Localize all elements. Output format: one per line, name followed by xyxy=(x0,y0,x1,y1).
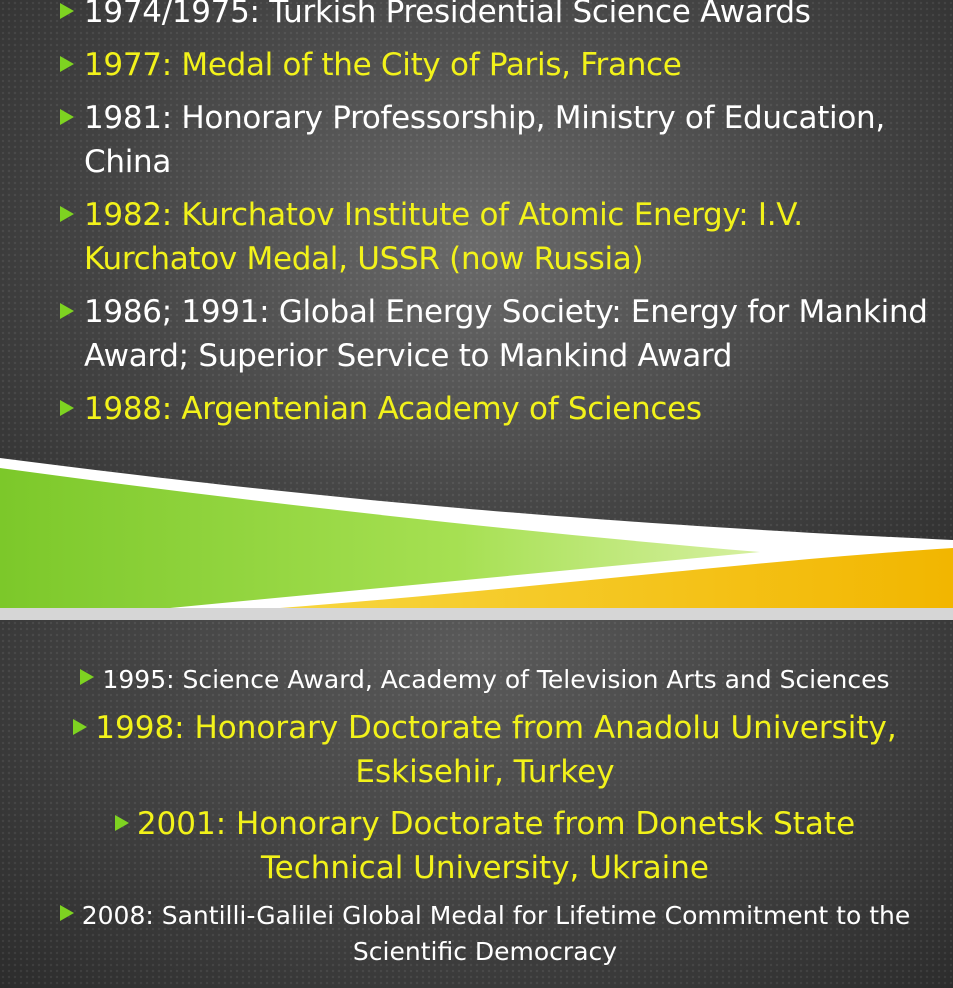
award-text: 1986; 1991: Global Energy Society: Energy for Mankind Award; Superior Service to Mankind Award xyxy=(84,294,928,374)
award-item xyxy=(60,0,940,34)
award-item xyxy=(60,387,940,431)
award-text: 1981: Honorary Professorship, Ministry of Education, China xyxy=(84,100,885,180)
triangle-bullet-icon xyxy=(73,719,87,735)
slide-divider xyxy=(0,608,953,620)
award-text: 2001: Honorary Doctorate from Donetsk State Technical University, Ukraine xyxy=(136,806,856,886)
award-item xyxy=(60,96,940,184)
award-item xyxy=(60,193,940,281)
triangle-bullet-icon xyxy=(80,669,94,685)
award-item xyxy=(40,706,930,794)
awards-list-2 xyxy=(40,662,930,978)
triangle-bullet-icon xyxy=(60,400,74,416)
award-text: 2008: Santilli-Galilei Global Medal for Lifetime Commitment to the Scientific Democracy xyxy=(81,901,911,966)
award-item xyxy=(40,802,930,890)
award-item xyxy=(60,290,940,378)
award-text: 1998: Honorary Doctorate from Anadolu University, Eskisehir, Turkey xyxy=(95,710,897,790)
triangle-bullet-icon xyxy=(60,905,74,921)
award-item xyxy=(60,43,940,87)
award-item xyxy=(40,662,930,698)
decorative-wave xyxy=(0,440,953,608)
triangle-bullet-icon xyxy=(60,206,74,222)
triangle-bullet-icon xyxy=(60,3,74,19)
award-text: 1977: Medal of the City of Paris, France xyxy=(84,47,682,83)
award-text: 1982: Kurchatov Institute of Atomic Energy: I.V. Kurchatov Medal, USSR (now Russia) xyxy=(84,197,803,277)
slide-awards-part-2 xyxy=(0,620,953,988)
award-item xyxy=(40,898,930,970)
triangle-bullet-icon xyxy=(60,56,74,72)
award-text: 1988: Argentenian Academy of Sciences xyxy=(84,391,702,427)
triangle-bullet-icon xyxy=(115,815,129,831)
award-text: 1995: Science Award, Academy of Television Arts and Sciences xyxy=(102,665,890,694)
triangle-bullet-icon xyxy=(60,303,74,319)
award-text: 1974/1975: Turkish Presidential Science Awards xyxy=(84,0,811,30)
triangle-bullet-icon xyxy=(60,109,74,125)
awards-list-1 xyxy=(60,0,940,440)
